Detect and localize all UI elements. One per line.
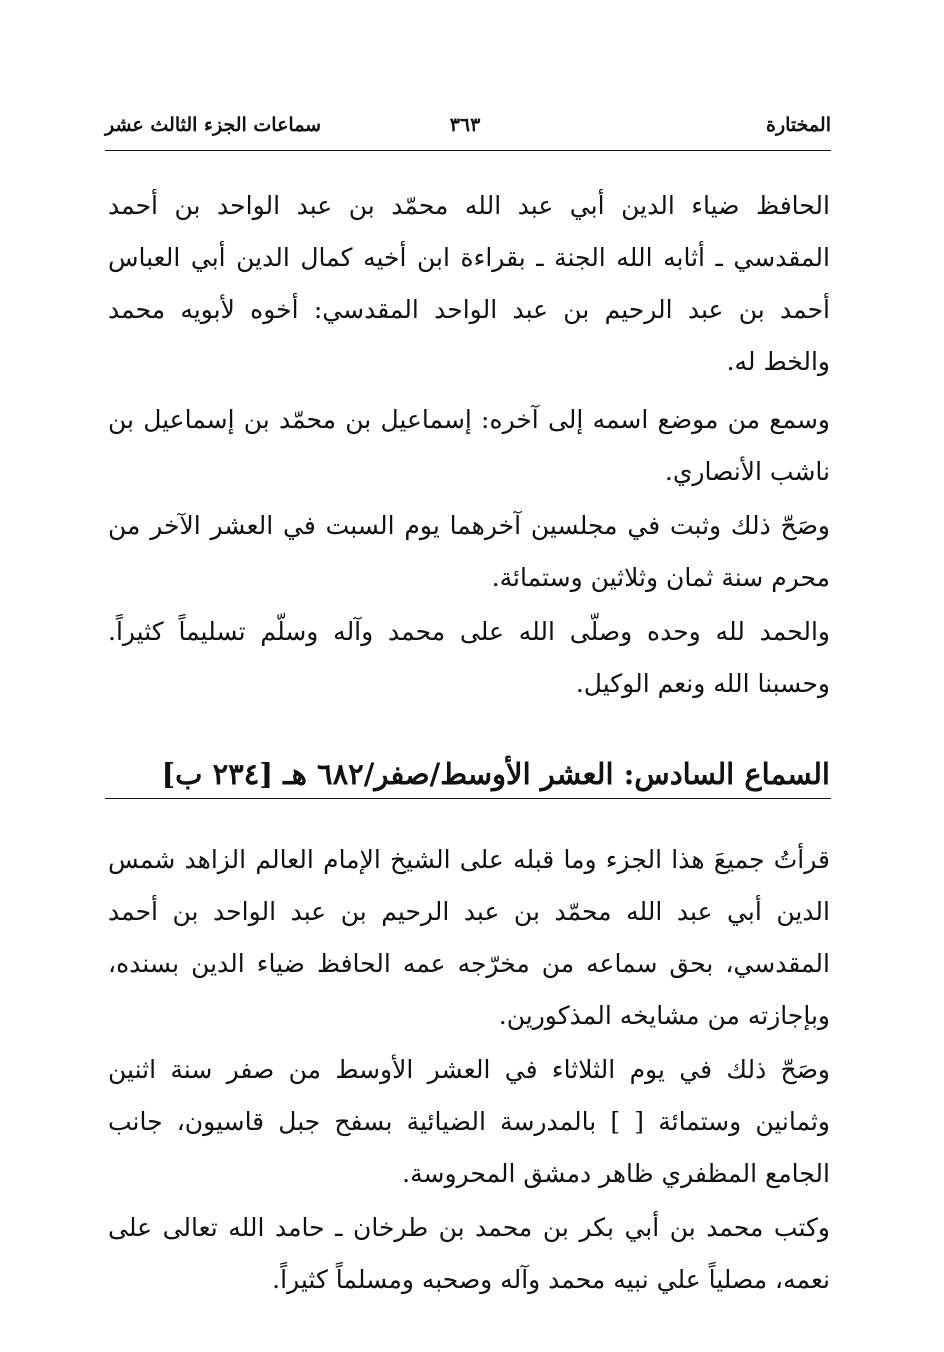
paragraph: وكتب محمد بن أبي بكر بن محمد بن طرخان ـ حامد الله تعالى على نعمه، مصلياً علي نبيه محمد وآله وصحبه ومسلماً كثيراً. bbox=[108, 1213, 830, 1294]
section-title: سماعات الجزء الثالث عشر bbox=[105, 114, 322, 136]
section-subheading: السماع السادس: العشر الأوسط/صفر/٦٨٢ هـ [٢٣٤ ب] bbox=[161, 757, 830, 791]
book-title: المختارة bbox=[766, 114, 831, 136]
paragraph: والحمد لله وحده وصلّى الله على محمد وآله وسلّم تسليماً كثيراً. وحسبنا الله ونعم الوكيل. bbox=[108, 617, 830, 698]
paragraph: وصَحّ ذلك في يوم الثلاثاء في العشر الأوسط من صفر سنة اثنين وثمانين وستمائة [ ] بالمدرسة الضيائية بسفح جبل قاسيون، جانب الجامع المظفري ظاهر دمشق المحروسة. bbox=[108, 1055, 830, 1188]
subheading-rule bbox=[105, 798, 831, 799]
paragraph: الحافظ ضياء الدين أبي عبد الله محمّد بن عبد الواحد بن أحمد المقدسي ـ أثابه الله الجنة ـ بقراءة ابن أخيه كمال الدين أبي العباس أحمد بن عبد الرحيم بن عبد الواحد المقدسي: أخوه لأبويه محمد والخط له. bbox=[108, 191, 830, 376]
running-header bbox=[105, 114, 831, 146]
paragraph: قرأتُ جميعَ هذا الجزء وما قبله على الشيخ الإمام العالم الزاهد شمس الدين أبي عبد الله محمّد بن عبد الرحيم بن عبد الواحد بن أحمد المقدسي، بحق سماعه من مخرّجه عمه الحافظ ضياء الدين بسنده، وبإجازته من مشايخه المذكورين. bbox=[108, 845, 830, 1030]
page-number: ٣٦٣ bbox=[449, 114, 481, 136]
paragraph: وصَحّ ذلك وثبت في مجلسين آخرهما يوم السبت في العشر الآخر من محرم سنة ثمان وثلاثين وستمائة. bbox=[108, 511, 830, 592]
header-rule bbox=[105, 150, 831, 151]
paragraph: وسمع من موضع اسمه إلى آخره: إسماعيل بن محمّد بن إسماعيل بن ناشب الأنصاري. bbox=[108, 405, 830, 486]
